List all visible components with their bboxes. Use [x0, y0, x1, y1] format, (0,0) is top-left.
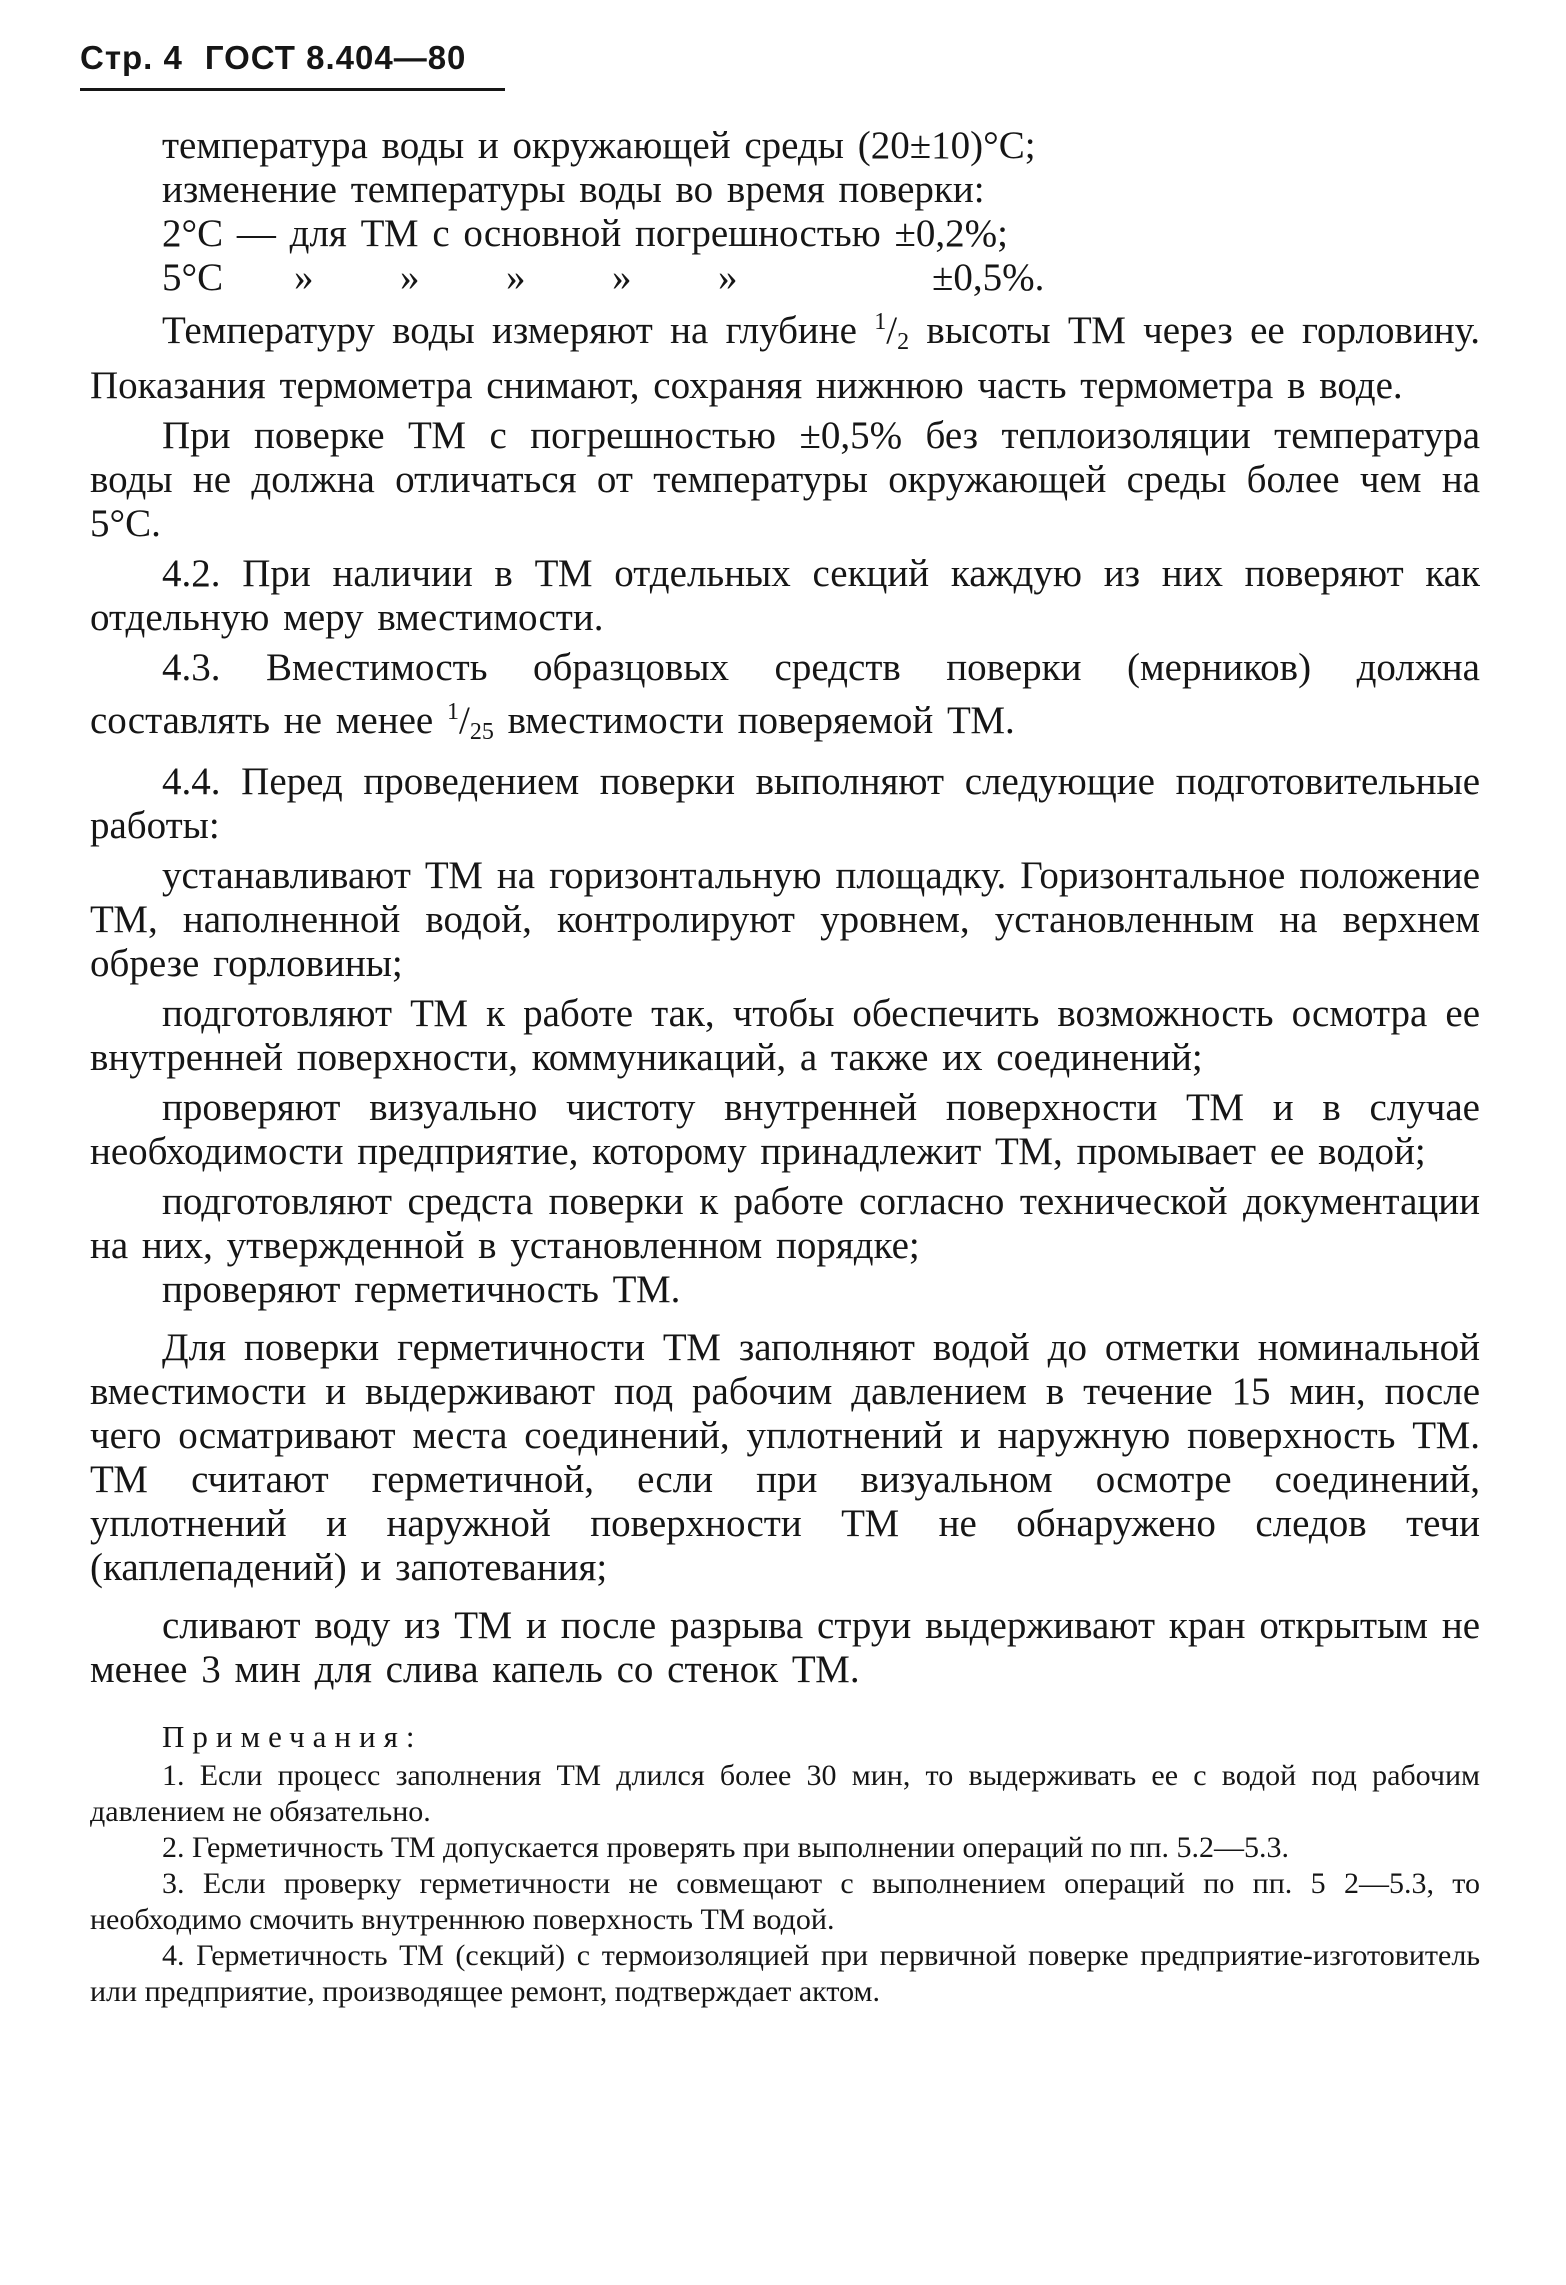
ditto-mark: » [612, 256, 632, 299]
text-run: вместимости поверяемой ТМ. [493, 699, 1015, 742]
clause-4-3: 4.3. Вместимость образцовых средств поверки (мерников) должна составлять не менее $^1/_{25}$ вместимости поверяемой ТМ. [90, 646, 1480, 745]
prep-step-cleanliness: проверяют визуально чистоту внутренней поверхности ТМ и в случае необходимости предприятие, которому принадлежит ТМ, промывает ее водой; [90, 1086, 1480, 1173]
note-item: 2. Герметичность ТМ допускается проверять при выполнении операций по пп. 5.2—5.3. [162, 1831, 1290, 1864]
note-item: 3. Если проверку герметичности не совмещают с выполнением операций по пп. 5 2—5.3, то необходимо смочить внутреннюю поверхность ТМ водой. [90, 1867, 1480, 1936]
prep-step-equipment: подготовляют средста поверки к работе согласно технической документации на них, утвержденной в установленном порядке; [90, 1180, 1480, 1267]
condition-5c [90, 256, 1480, 300]
notes-heading: Примечания: [162, 1719, 423, 1754]
ditto-mark: » [294, 256, 314, 299]
standard-code: ГОСТ 8.404—80 [204, 39, 467, 76]
page-header [80, 36, 500, 80]
condition-5c-label: 5°С [162, 256, 224, 299]
condition-2c: 2°С — для ТМ с основной погрешностью ±0,2%; [162, 212, 1009, 255]
fraction-denominator: 2 [897, 329, 910, 355]
prep-step-tightness: проверяют герметичность ТМ. [162, 1268, 681, 1311]
page-body [90, 124, 1480, 2010]
fraction-numerator: 1 [446, 699, 459, 725]
fraction-denominator: 25 [469, 719, 494, 745]
paragraph-insulation: При поверке ТМ с погрешностью ±0,5% без теплоизоляции температура воды не должна отличаться от температуры окружающей среды более чем на 5°С. [90, 414, 1480, 545]
condition-temperature-change: изменение температуры воды во время поверки: [162, 168, 985, 211]
header-rule [80, 88, 505, 91]
paragraph-drain: сливают воду из ТМ и после разрыва струи выдерживают кран открытым не менее 3 мин для слива капель со стенок ТМ. [90, 1604, 1480, 1691]
condition-temperature: температура воды и окружающей среды (20±10)°С; [162, 124, 1036, 167]
note-item: 4. Герметичность ТМ (секций) с термоизоляцией при первичной поверке предприятие-изготовитель или предприятие, производящее ремонт, подтверждает актом. [90, 1939, 1480, 2008]
text-run: 4.3. Вместимость образцовых средств поверки (мерников) должна составлять не менее [90, 646, 1480, 742]
ditto-mark: » [718, 256, 738, 299]
ditto-mark: » [400, 256, 420, 299]
fraction-numerator: 1 [874, 309, 887, 335]
condition-5c-value: ±0,5%. [932, 256, 1045, 299]
clause-4-2: 4.2. При наличии в ТМ отдельных секций каждую из них поверяют как отдельную меру вместимости. [90, 552, 1480, 639]
paragraph-measure-depth: Температуру воды измеряют на глубине $^1/_2$ высоты ТМ через ее горловину. Показания термометра снимают, сохраняя нижнюю часть термометра в воде. [90, 309, 1480, 407]
page-number: Стр. 4 [80, 39, 183, 76]
paragraph-tightness-check: Для поверки герметичности ТМ заполняют водой до отметки номинальной вместимости и выдерживают под рабочим давлением в течение 15 мин, после чего осматривают места соединений, уплотнений и наружную поверхность ТМ. ТМ считают герметичной, если при визуальном осмотре соединений, уплотнений и наружной поверхности ТМ не обнаружено следов течи (каплепадений) и запотевания; [90, 1326, 1480, 1589]
prep-step-level: устанавливают ТМ на горизонтальную площадку. Горизонтальное положение ТМ, наполненной водой, контролируют уровнем, установленным на верхнем обрезе горловины; [90, 854, 1480, 985]
clause-4-4: 4.4. Перед проведением поверки выполняют следующие подготовительные работы: [90, 760, 1480, 847]
note-item: 1. Если процесс заполнения ТМ длился более 30 мин, то выдерживать ее с водой под рабочим давлением не обязательно. [90, 1759, 1480, 1828]
text-run: Температуру воды измеряют на глубине [162, 309, 875, 352]
text-run: высоты ТМ через ее горловину. Показания термометра снимают, сохраняя нижнюю часть термометра в воде. [90, 309, 1480, 407]
ditto-mark: » [506, 256, 526, 299]
prep-step-access: подготовляют ТМ к работе так, чтобы обеспечить возможность осмотра ее внутренней поверхности, коммуникаций, а также их соединений; [90, 992, 1480, 1079]
